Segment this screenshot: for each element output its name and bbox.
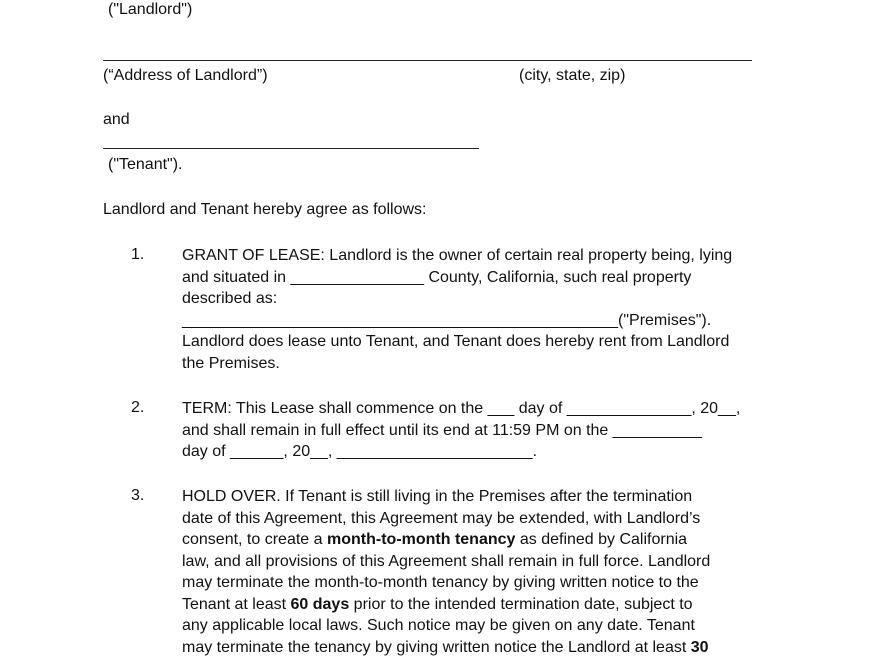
and-text: and bbox=[103, 111, 130, 128]
sixty-days-emphasis: 60 days bbox=[290, 595, 350, 613]
clause-number: 3. bbox=[131, 487, 145, 504]
clause-line: Landlord does lease unto Tenant, and Tenant does hereby rent from Landlord bbox=[182, 333, 730, 350]
clause-line: GRANT OF LEASE: Landlord is the owner of certain real property being, lying bbox=[182, 247, 733, 264]
clause-line bbox=[182, 594, 782, 616]
clause-number: 1. bbox=[131, 246, 145, 263]
tenant-label: ("Tenant"). bbox=[108, 156, 183, 173]
landlord-address-blank bbox=[103, 60, 752, 61]
clause-line: the Premises. bbox=[182, 354, 280, 372]
agreement-intro: Landlord and Tenant hereby agree as follows: bbox=[103, 201, 427, 218]
month-to-month-emphasis: month-to-month tenancy bbox=[326, 531, 516, 548]
tenant-name-blank bbox=[103, 148, 479, 149]
clause-line: and situated in _______________ County, California, such real property bbox=[182, 268, 692, 286]
clause-line: HOLD OVER. If Tenant is still living in the Premises after the termination bbox=[182, 488, 693, 505]
clause-grant-of-lease bbox=[182, 245, 782, 374]
clause-line: and shall remain in full effect until its end at 11:59 PM on the __________ bbox=[182, 421, 702, 439]
clause-line: any applicable local laws. Such notice may be given on any date. Tenant bbox=[182, 617, 695, 634]
clause-line: TERM: This Lease shall commence on the ___ day of ______________, 20__, bbox=[182, 400, 741, 417]
clause-line: _________________________________________________("Premises"). bbox=[182, 311, 712, 329]
clause-line: described as: bbox=[182, 290, 278, 307]
clause-line: may terminate the month-to-month tenancy by giving written notice to the bbox=[182, 574, 699, 591]
clause-line: law, and all provisions of this Agreement shall remain in full force. Landlord bbox=[182, 552, 711, 570]
thirty-days-emphasis: 30 bbox=[690, 638, 709, 656]
clause-line: date of this Agreement, this Agreement may be extended, with Landlord’s bbox=[182, 509, 701, 527]
clause-term bbox=[182, 398, 782, 463]
clause-line bbox=[182, 637, 782, 659]
clause-text: may terminate the tenancy by giving written notice the Landlord at least bbox=[182, 638, 691, 656]
clause-text: Tenant at least bbox=[182, 595, 291, 613]
clause-line: day of ______, 20__, ______________________. bbox=[182, 443, 538, 460]
landlord-label: ("Landlord") bbox=[108, 1, 193, 18]
clause-line bbox=[182, 529, 782, 551]
clause-text: prior to the intended termination date, subject to bbox=[349, 595, 693, 613]
clause-text: as defined by California bbox=[515, 531, 688, 548]
clause-number: 2. bbox=[131, 399, 145, 416]
clause-text: consent, to create a bbox=[182, 531, 327, 548]
city-state-zip-label: (city, state, zip) bbox=[519, 67, 626, 84]
clause-hold-over bbox=[182, 486, 782, 658]
address-of-landlord-label: (“Address of Landlord”) bbox=[103, 67, 268, 84]
